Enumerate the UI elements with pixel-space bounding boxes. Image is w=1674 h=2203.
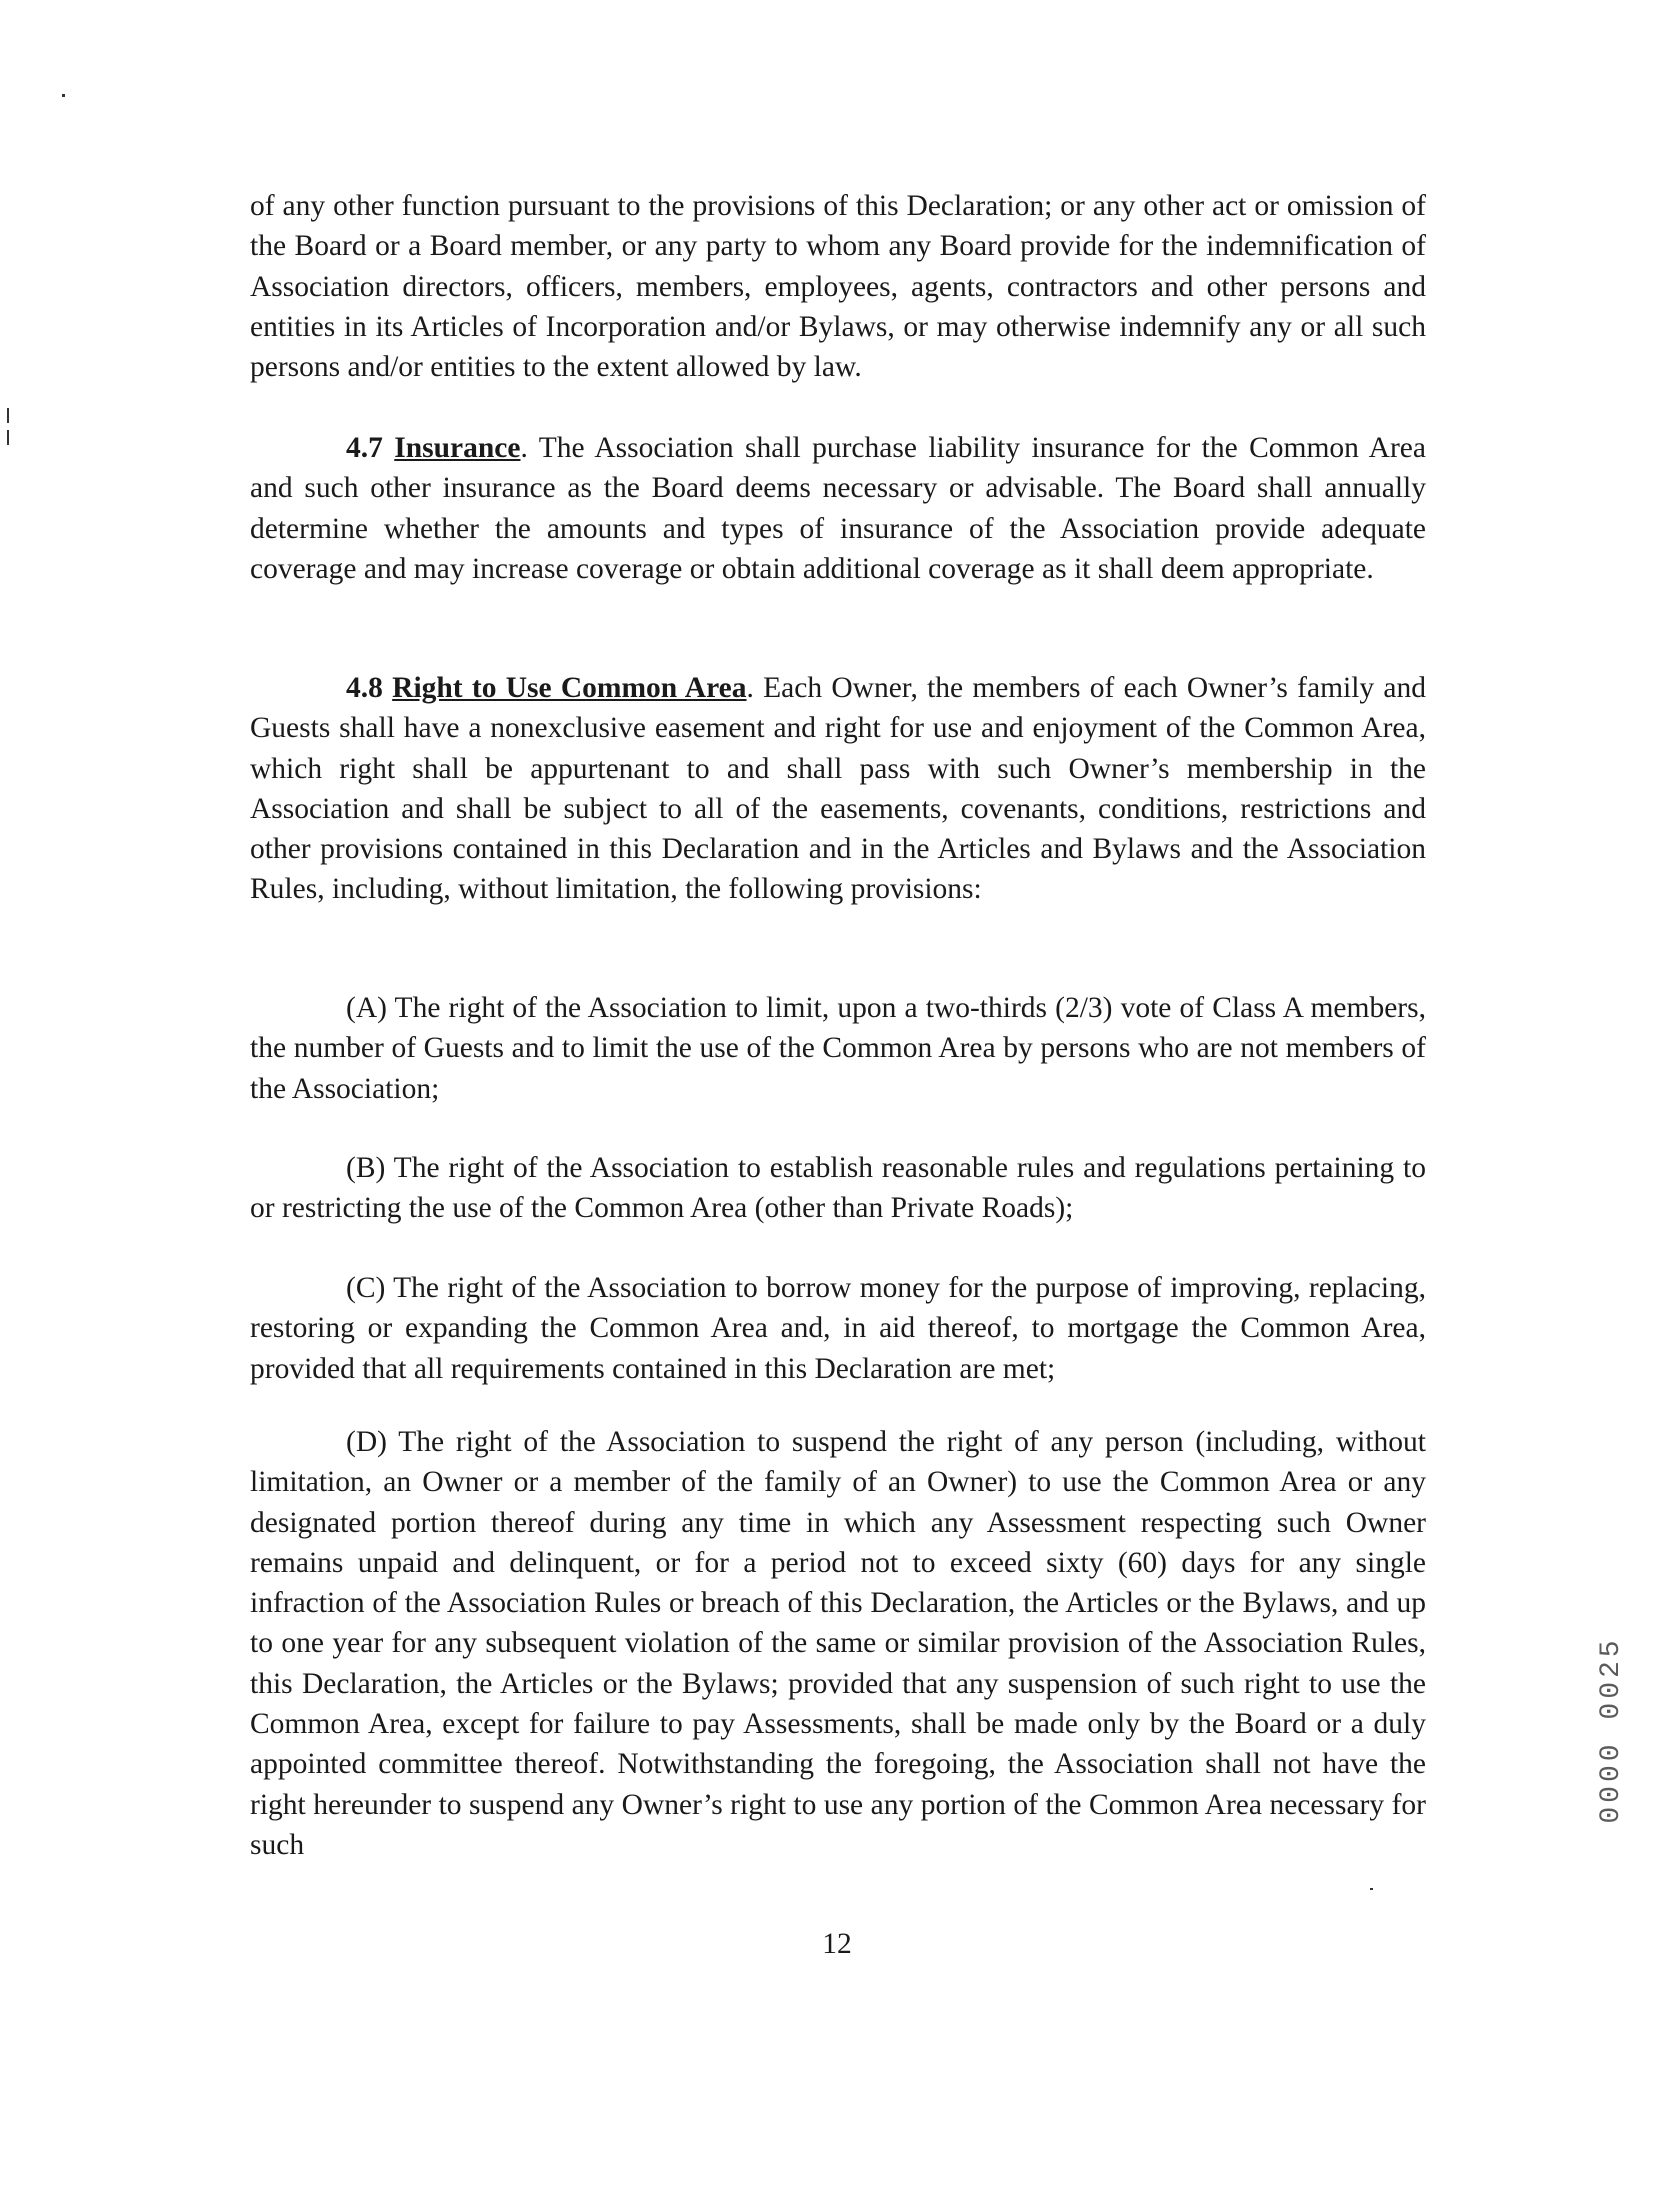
section-number: 4.7: [346, 432, 383, 464]
section-title: Right to Use Common Area: [392, 672, 747, 704]
provision-c: [250, 1268, 1426, 1389]
provision-text: (D) The right of the Association to suspend the right of any person (including, without limitation, an Owner or a member of the family of an Owner) to use the Common Area or any designated portion thereof during any time in which any Assessment respecting such Owner remains unpaid and delinquent, or for a period not to exceed sixty (60) days for any single infraction of the Association Rules or breach of this Declaration, the Articles or the Bylaws, and up to one year for any subsequent violation of the same or similar provision of the Association Rules, this Declaration, the Articles or the Bylaws; provided that any suspension of such right to use the Common Area, except for failure to pay Assessments, shall be made only by the Board or a duly appointed committee thereof. Notwithstanding the foregoing, the Association shall not have the right hereunder to suspend any Owner’s right to use any portion of the Common Area necessary for such: [250, 1426, 1426, 1861]
side-document-stamp: [1592, 1570, 1632, 1890]
provision-text: (C) The right of the Association to borrow money for the purpose of improving, replacing, restoring or expanding the Common Area and, in aid thereof, to mortgage the Common Area, provided that all requirements contained in this Declaration are met;: [250, 1272, 1426, 1385]
paragraph-continuation: of any other function pursuant to the provisions of this Declaration; or any other act or omission of the Board or a Board member, or any party to whom any Board provide for the indemnification of Association directors, officers, members, employees, agents, contractors and other persons and entities in its Articles of Incorporation and/or Bylaws, or may otherwise indemnify any or all such persons and/or entities to the extent allowed by law.: [250, 190, 1426, 384]
provision-b: [250, 1148, 1426, 1229]
provision-text: (B) The right of the Association to establish reasonable rules and regulations pertaining to or restricting the use of the Common Area (other than Private Roads);: [250, 1152, 1426, 1225]
scan-speck: [1370, 1888, 1373, 1890]
section-title: Insurance: [394, 432, 521, 464]
scan-margin-mark: [7, 408, 9, 423]
provision-a: [250, 988, 1426, 1109]
section-body: . Each Owner, the members of each Owner’s family and Guests shall have a nonexclusive easement and right for use and enjoyment of the Common Area, which right shall be appurtenant to and shall pass with such Owner’s membership in the Association and shall be subject to all of the easements, covenants, conditions, restrictions and other provisions contained in this Declaration and in the Articles and Bylaws and the Association Rules, including, without limitation, the following provisions:: [250, 672, 1426, 906]
scan-speck: [62, 94, 65, 97]
stamp-text: 0000 0025: [1596, 1636, 1627, 1824]
section-number: 4.8: [346, 672, 383, 704]
section-4-7-insurance: [250, 428, 1426, 589]
provision-text: (A) The right of the Association to limit, upon a two-thirds (2/3) vote of Class A members, the number of Guests and to limit the use of the Common Area by persons who are not members of the Association;: [250, 992, 1426, 1105]
section-4-8-right-to-use: [250, 668, 1426, 910]
section-body: . The Association shall purchase liability insurance for the Common Area and such other insurance as the Board deems necessary or advisable. The Board shall annually determine whether the amounts and types of insurance of the Association provide adequate coverage and may increase coverage or obtain additional coverage as it shall deem appropriate.: [250, 432, 1426, 585]
scan-margin-mark: [7, 430, 9, 445]
page-number: 12: [822, 1928, 852, 1960]
provision-d: [250, 1422, 1426, 1865]
